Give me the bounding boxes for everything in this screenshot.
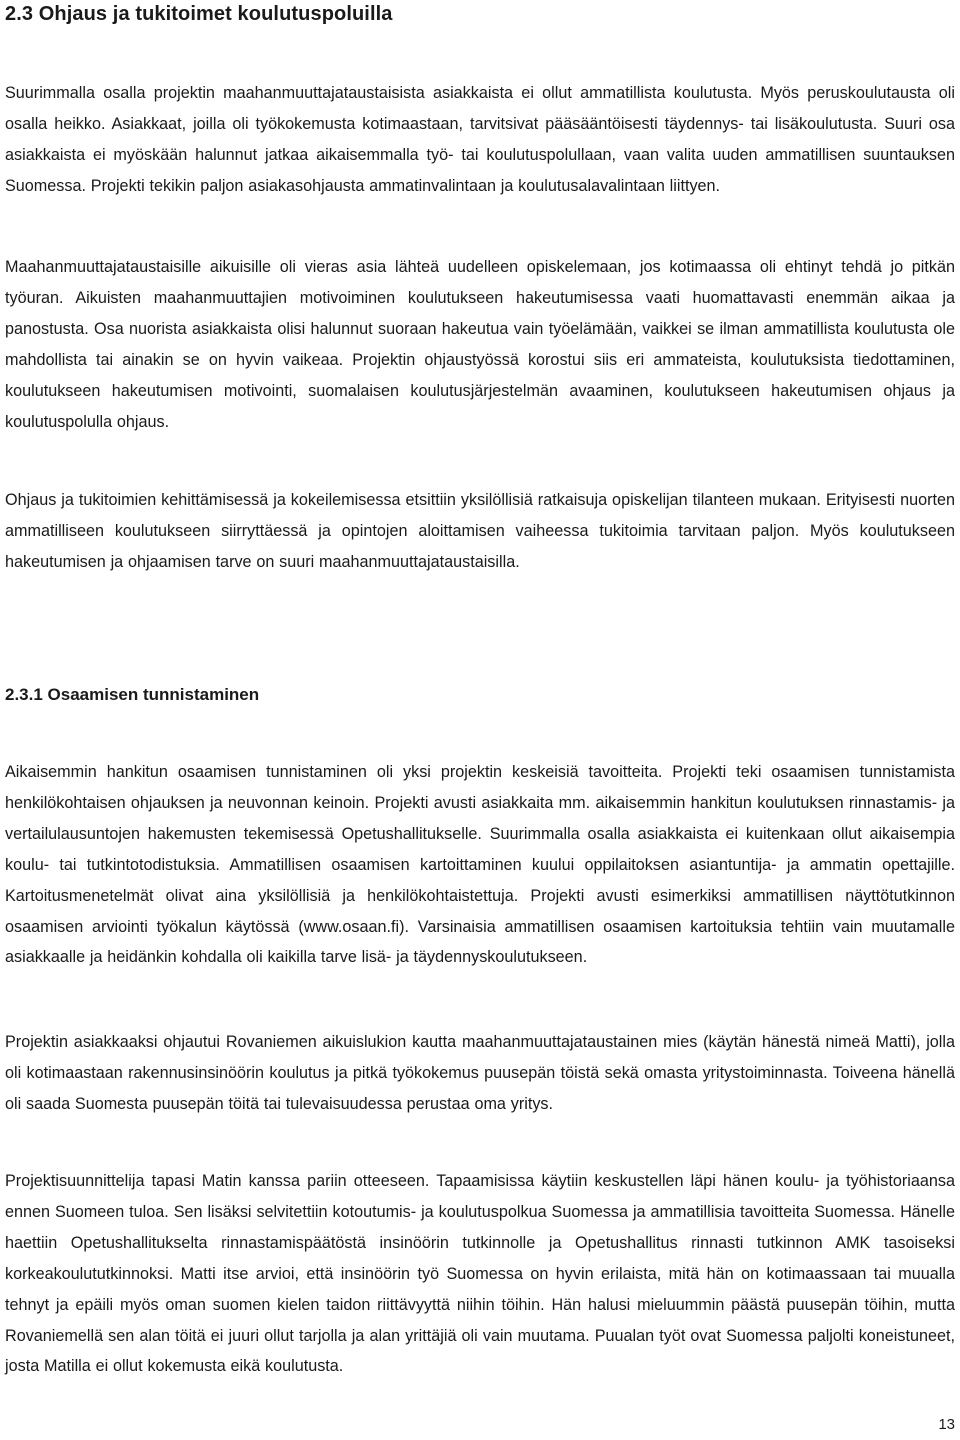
paragraph: Projektisuunnittelija tapasi Matin kanssa pariin otteeseen. Tapaamisissa käytiin keskustellen läpi hänen koulu- ja työhistoriaansa ennen Suomeen tuloa. Sen lisäksi selvitettiin kotoutumis- ja koulutuspolkua Suomessa ja ammatillisia tavoitteita Suomessa. Hänelle haettiin Opetushallitukselta rinnastamispäätöstä insinöörin tutkinnolle ja Opetushallitus rinnasti tutkinnon AMK tasoiseksi korkeakoulututkinnoksi. Matti itse arvioi, että insinöörin työ Suomessa on hyvin erilaista, mitä hän on kotimaassaan tai muualla tehnyt ja epäili myös oman suomen kielen taidon riittävyyttä niihin töihin. Hän halusi mieluummin päästä puusepän töihin, mutta Rovaniemellä sen alan töitä ei juuri ollut tarjolla ja alan yrittäjiä oli vain muutama. Puualan työt ovat Suomessa paljolti koneistuneet, josta Matilla ei ollut kokemusta eikä koulutusta. <box>5 1172 955 1376</box>
paragraph: Aikaisemmin hankitun osaamisen tunnistaminen oli yksi projektin keskeisiä tavoitteita. Projekti teki osaamisen tunnistamista henkilökohtaisen ohjauksen ja neuvonnan keinoin. Projekti avusti asiakkaita mm. aikaisemmin hankitun koulutuksen rinnastamis- ja vertailulausuntojen hakemusten tekemisessä Opetushallitukselle. Suurimmalla osalla asiakkaista ei kuitenkaan ollut aikaisempia koulu- tai tutkintotodistuksia. Ammatillisen osaamisen kartoittaminen kuului oppilaitoksen asiantuntija- ja ammatin opettajille. Kartoitusmenetelmät olivat aina yksilöllisiä ja henkilökohtaistettuja. Projekti avusti esimerkiksi ammatillisen näyttötutkinnon osaamisen arviointi työkalun käytössä (www.osaan.fi). Varsinaisia ammatillisen osaamisen kartoituksia tehtiin vain muutamalle asiakkaalle ja heidänkin kohdalla oli kaikilla tarve lisä- ja täydennyskoulutukseen. <box>5 763 955 967</box>
paragraph: Projektin asiakkaaksi ohjautui Rovaniemen aikuislukion kautta maahanmuuttajataustainen mies (käytän hänestä nimeä Matti), jolla oli kotimaastaan rakennusinsinöörin koulutus ja pitkä työkokemus puusepän töistä sekä omasta yritystoiminnasta. Toiveena hänellä oli saada Suomesta puusepän töitä tai tulevaisuudessa perustaa oma yritys. <box>5 1033 955 1113</box>
subsection-heading: 2.3.1 Osaamisen tunnistaminen <box>5 685 260 704</box>
paragraph: Ohjaus ja tukitoimien kehittämisessä ja kokeilemisessa etsittiin yksilöllisiä ratkaisuja opiskelijan tilanteen mukaan. Erityisesti nuorten ammatilliseen koulutukseen siirryttäessä ja opintojen aloittamisen vaiheessa tukitoimia tarvitaan paljon. Myös koulutukseen hakeutumisen ja ohjaamisen tarve on suuri maahanmuuttajataustaisilla. <box>5 491 955 571</box>
document-page <box>5 0 955 1440</box>
paragraph: Maahanmuuttajataustaisille aikuisille oli vieras asia lähteä uudelleen opiskelemaan, jos kotimaassa oli ehtinyt tehdä jo pitkän työuran. Aikuisten maahanmuuttajien motivoiminen koulutukseen hakeutumisessa vaati huomattavasti enemmän aikaa ja panostusta. Osa nuorista asiakkaista olisi halunnut suoraan hakeutua vain työelämään, vaikkei se ilman ammatillista koulutusta ole mahdollista tai ainakin se on hyvin vaikeaa. Projektin ohjaustyössä korostui siis eri ammateista, koulutuksista tiedottaminen, koulutukseen hakeutumisen motivointi, suomalaisen koulutusjärjestelmän avaaminen, koulutukseen hakeutumisen ohjaus ja koulutuspolulla ohjaus. <box>5 258 955 431</box>
page-number: 13 <box>938 1416 955 1433</box>
paragraph: Suurimmalla osalla projektin maahanmuuttajataustaisista asiakkaista ei ollut ammatillista koulutusta. Myös peruskoulutausta oli osalla heikko. Asiakkaat, joilla oli työkokemusta kotimaastaan, tarvitsivat pääsääntöisesti täydennys- tai lisäkoulutusta. Suuri osa asiakkaista ei myöskään halunnut jatkaa aikaisemmalla työ- tai koulutuspolullaan, vaan valita uuden ammatillisen suuntauksen Suomessa. Projekti tekikin paljon asiakasohjausta ammatinvalintaan ja koulutusalavalintaan liittyen. <box>5 84 955 195</box>
section-heading: 2.3 Ohjaus ja tukitoimet koulutuspoluilla <box>5 3 393 25</box>
